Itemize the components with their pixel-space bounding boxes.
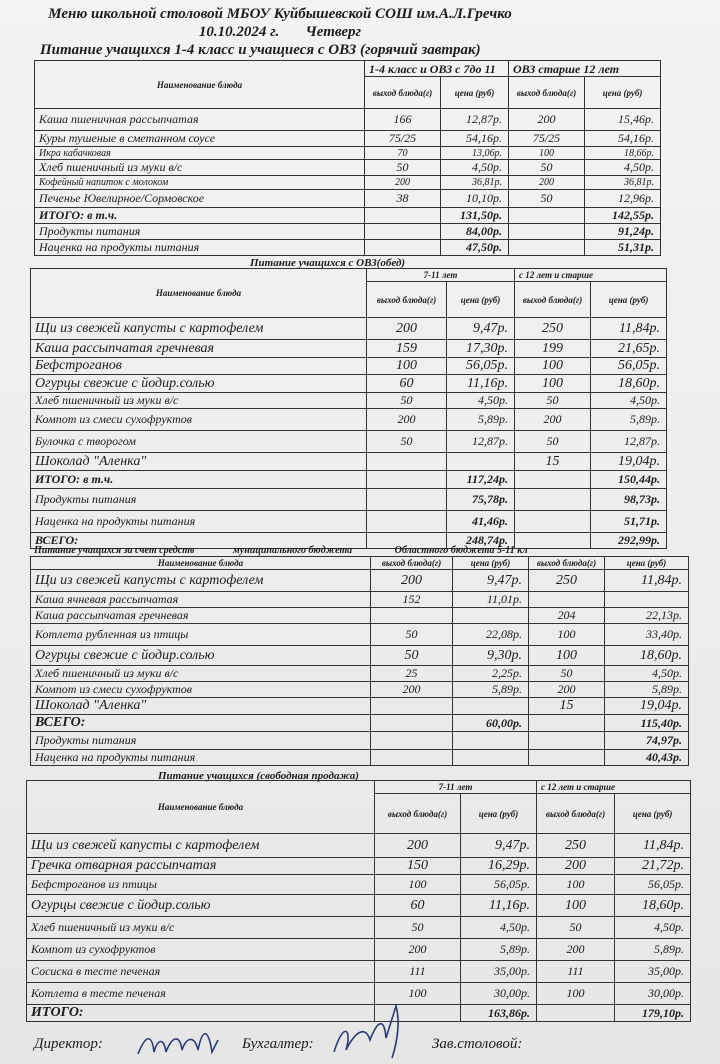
table-row	[31, 409, 667, 431]
dish-name: Котлета рубленная из птицы	[31, 624, 371, 646]
lunch-section-title: Питание учащихся с ОВЗ(обед)	[250, 257, 406, 269]
director-signature	[132, 1020, 224, 1064]
price-value: 33,40р.	[605, 624, 689, 646]
price-value: 18,60р.	[615, 895, 691, 917]
menu-weekday: Четверг	[305, 24, 362, 40]
markup-value: 47,50р.	[441, 240, 509, 256]
col-dish-name: Наименование блюда	[31, 557, 371, 570]
lunch-table	[30, 268, 667, 549]
output-value: 150	[375, 858, 461, 875]
price-value: 4,50р.	[615, 917, 691, 939]
table-row	[35, 131, 661, 147]
price-value: 16,29р.	[461, 858, 537, 875]
table-row	[27, 895, 691, 917]
col-dish-name: Наименование блюда	[27, 781, 375, 834]
output-value: 200	[529, 682, 605, 698]
dish-name: Щи из свежей капусты с картофелем	[31, 570, 371, 592]
price-value: 9,47р.	[453, 570, 529, 592]
output-value: 60	[375, 895, 461, 917]
output-value: 50	[375, 917, 461, 939]
price-value	[453, 608, 529, 624]
dish-name: Компот из смеси сухофруктов	[31, 682, 371, 698]
output-value: 100	[509, 147, 585, 160]
price-value: 15,46р.	[585, 109, 661, 131]
markup-value: 40,43р.	[605, 750, 689, 766]
menu-date: 10.10.2024 г.	[198, 24, 280, 40]
director-label: Директор:	[34, 1036, 103, 1052]
products-label: Продукты питания	[35, 224, 365, 240]
col-output: выход блюда(г)	[365, 77, 441, 109]
price-value: 30,00р.	[615, 983, 691, 1005]
dish-name: Бефстроганов из птицы	[27, 875, 375, 895]
group-header-2: с 12 лет и старше	[537, 781, 691, 794]
markup-value: 41,46р.	[447, 511, 515, 533]
dish-name: Каша рассыпчатая гречневая	[31, 340, 367, 358]
output-value: 38	[365, 190, 441, 208]
col-price: цена (руб)	[615, 794, 691, 834]
products-value: 91,24р.	[585, 224, 661, 240]
budget-section-title	[34, 545, 528, 556]
dish-name: Хлеб пшеничный из муки в/с	[31, 666, 371, 682]
table-row	[31, 698, 689, 715]
output-value: 100	[375, 875, 461, 895]
table-row	[31, 340, 667, 358]
grand-total-value: 115,40р.	[605, 715, 689, 732]
price-value: 13,06р.	[441, 147, 509, 160]
output-value: 200	[367, 409, 447, 431]
output-value: 200	[375, 939, 461, 961]
price-value: 54,16р.	[585, 131, 661, 147]
price-value: 5,89р.	[447, 409, 515, 431]
price-value: 56,05р.	[461, 875, 537, 895]
dish-name: Икра кабачковая	[35, 147, 365, 160]
output-value: 204	[529, 608, 605, 624]
dish-name: Хлеб пшеничный из муки в/с	[35, 160, 365, 176]
price-value: 22,08р.	[453, 624, 529, 646]
price-value: 18,66р.	[585, 147, 661, 160]
accountant-label: Бухгалтер:	[242, 1036, 314, 1052]
group-header-2: с 12 лет и старше	[515, 269, 667, 282]
price-value: 5,89р.	[591, 409, 667, 431]
output-value	[367, 453, 447, 471]
output-value: 50	[509, 160, 585, 176]
dish-name: Шоколад "Аленка"	[31, 698, 371, 715]
total-value: 150,44р.	[591, 471, 667, 489]
total-value: 179,10р.	[615, 1005, 691, 1022]
products-label: Продукты питания	[31, 489, 367, 511]
breakfast-section-title: Питание учащихся 1-4 класс и учащиеся с ОВЗ (горячий завтрак)	[40, 42, 481, 58]
price-value	[447, 453, 515, 471]
output-value: 100	[537, 983, 615, 1005]
price-value: 4,50р.	[605, 666, 689, 682]
price-value: 4,50р.	[585, 160, 661, 176]
price-value: 12,87р.	[441, 109, 509, 131]
output-value: 200	[365, 176, 441, 190]
output-value: 199	[515, 340, 591, 358]
col-output: выход блюда(г)	[509, 77, 585, 109]
output-value	[371, 698, 453, 715]
output-value: 100	[537, 895, 615, 917]
table-row	[35, 176, 661, 190]
output-value: 200	[375, 834, 461, 858]
output-value: 250	[537, 834, 615, 858]
table-row	[27, 875, 691, 895]
table-row	[31, 682, 689, 698]
group-header-1: 1-4 класс и ОВЗ с 7до 11	[365, 61, 509, 77]
price-value: 11,16р.	[461, 895, 537, 917]
output-value: 50	[515, 431, 591, 453]
col-dish-name: Наименование блюда	[31, 269, 367, 318]
grand-total-label: ВСЕГО:	[31, 715, 371, 732]
total-value: 142,55р.	[585, 208, 661, 224]
output-value: 200	[537, 858, 615, 875]
price-value: 54,16р.	[441, 131, 509, 147]
dish-name: Щи из свежей капусты с картофелем	[27, 834, 375, 858]
output-value: 60	[367, 375, 447, 393]
price-value: 18,60р.	[591, 375, 667, 393]
table-row	[35, 190, 661, 208]
group-header-1: 7-11 лет	[367, 269, 515, 282]
output-value: 75/25	[509, 131, 585, 147]
output-value: 50	[537, 917, 615, 939]
table-row	[31, 318, 667, 340]
output-value: 50	[367, 431, 447, 453]
output-value: 50	[367, 393, 447, 409]
price-value: 12,96р.	[585, 190, 661, 208]
table-row	[31, 453, 667, 471]
group-header-1: 7-11 лет	[375, 781, 537, 794]
price-value: 36,81р.	[441, 176, 509, 190]
dish-name: Щи из свежей капусты с картофелем	[31, 318, 367, 340]
dish-name: Компот из смеси сухофруктов	[31, 409, 367, 431]
price-value: 5,89р.	[453, 682, 529, 698]
price-value: 22,13р.	[605, 608, 689, 624]
table-row	[27, 834, 691, 858]
output-value: 159	[367, 340, 447, 358]
dish-name: Бефстроганов	[31, 358, 367, 375]
dish-name: Компот из сухофруктов	[27, 939, 375, 961]
price-value: 5,89р.	[605, 682, 689, 698]
price-value: 11,01р.	[453, 592, 529, 608]
products-label: Продукты питания	[31, 732, 371, 750]
dish-name: Куры тушеные в сметанном соусе	[35, 131, 365, 147]
table-row	[31, 592, 689, 608]
output-value: 200	[509, 109, 585, 131]
price-value: 9,30р.	[453, 646, 529, 666]
table-row	[27, 917, 691, 939]
output-value: 100	[537, 875, 615, 895]
price-value: 4,50р.	[461, 917, 537, 939]
price-value: 12,87р.	[591, 431, 667, 453]
price-value: 9,47р.	[447, 318, 515, 340]
total-value: 117,24р.	[447, 471, 515, 489]
markup-label: Наценка на продукты питания	[31, 750, 371, 766]
budget-title-b: муниципального бюджета	[232, 545, 353, 556]
breakfast-table	[34, 60, 661, 256]
dish-name: Сосиска в тесте печеная	[27, 961, 375, 983]
price-value: 11,16р.	[447, 375, 515, 393]
products-value: 74,97р.	[605, 732, 689, 750]
col-price: цена (руб)	[441, 77, 509, 109]
free-sale-section-title: Питание учащихся (свободная продажа)	[158, 770, 359, 782]
col-output: выход блюда(г)	[515, 282, 591, 318]
output-value: 100	[515, 358, 591, 375]
output-value: 50	[365, 160, 441, 176]
price-value: 4,50р.	[447, 393, 515, 409]
price-value: 5,89р.	[461, 939, 537, 961]
price-value: 21,72р.	[615, 858, 691, 875]
price-value	[453, 698, 529, 715]
free-sale-table	[26, 780, 691, 1022]
output-value: 50	[371, 624, 453, 646]
grand-total-value: 60,00р.	[453, 715, 529, 732]
output-value: 111	[537, 961, 615, 983]
canteen-head-label: Зав.столовой:	[432, 1036, 523, 1052]
budget-title-c: Областного бюджета 5-11 кл	[394, 545, 528, 556]
grand-total-value: 248,74р.	[447, 533, 515, 549]
price-value: 17,30р.	[447, 340, 515, 358]
markup-label: Наценка на продукты питания	[31, 511, 367, 533]
output-value: 100	[529, 624, 605, 646]
price-value: 18,60р.	[605, 646, 689, 666]
price-value: 35,00р.	[461, 961, 537, 983]
accountant-signature	[326, 1000, 408, 1064]
table-row	[31, 375, 667, 393]
col-price: цена (руб)	[585, 77, 661, 109]
output-value: 50	[529, 666, 605, 682]
price-value: 36,81р.	[585, 176, 661, 190]
output-value	[529, 592, 605, 608]
price-value: 19,04р.	[605, 698, 689, 715]
price-value: 56,05р.	[591, 358, 667, 375]
grand-total-label: ВСЕГО:	[31, 533, 367, 549]
price-value: 12,87р.	[447, 431, 515, 453]
output-value: 15	[529, 698, 605, 715]
dish-name: Гречка отварная рассыпчатая	[27, 858, 375, 875]
total-label: ИТОГО: в т.ч.	[31, 471, 367, 489]
dish-name: Шоколад "Аленка"	[31, 453, 367, 471]
table-row	[31, 646, 689, 666]
table-row	[27, 961, 691, 983]
dish-name: Каша пшеничная рассыпчатая	[35, 109, 365, 131]
budget-title-a: Питание учащихся за счет средств	[34, 545, 195, 556]
col-output: выход блюда(г)	[537, 794, 615, 834]
output-value	[371, 608, 453, 624]
price-value: 2,25р.	[453, 666, 529, 682]
table-row	[27, 858, 691, 875]
dish-name: Котлета в тесте печеная	[27, 983, 375, 1005]
price-value: 35,00р.	[615, 961, 691, 983]
price-value: 10,10р.	[441, 190, 509, 208]
products-value: 75,78р.	[447, 489, 515, 511]
price-value: 9,47р.	[461, 834, 537, 858]
price-value: 56,05р.	[615, 875, 691, 895]
output-value: 75/25	[365, 131, 441, 147]
price-value: 11,84р.	[615, 834, 691, 858]
group-header-2: ОВЗ старше 12 лет	[509, 61, 661, 77]
col-price: цена (руб)	[461, 794, 537, 834]
dish-name: Хлеб пшеничный из муки в/с	[31, 393, 367, 409]
col-price: цена (руб)	[453, 557, 529, 570]
price-value: 56,05р.	[447, 358, 515, 375]
output-value: 50	[515, 393, 591, 409]
price-value: 4,50р.	[441, 160, 509, 176]
price-value: 21,65р.	[591, 340, 667, 358]
total-value: 131,50р.	[441, 208, 509, 224]
output-value: 111	[375, 961, 461, 983]
school-title: Меню школьной столовой МБОУ Куйбышевской СОШ им.А.Л.Гречко	[48, 6, 512, 22]
table-row	[35, 109, 661, 131]
table-row	[31, 393, 667, 409]
price-value: 11,84р.	[591, 318, 667, 340]
dish-name: Печенье Ювелирное/Сормовское	[35, 190, 365, 208]
output-value: 15	[515, 453, 591, 471]
output-value: 100	[367, 358, 447, 375]
table-row	[31, 624, 689, 646]
price-value: 11,84р.	[605, 570, 689, 592]
output-value: 250	[529, 570, 605, 592]
table-row	[31, 358, 667, 375]
output-value: 70	[365, 147, 441, 160]
price-value: 30,00р.	[461, 983, 537, 1005]
price-value: 5,89р.	[615, 939, 691, 961]
output-value: 200	[537, 939, 615, 961]
table-row	[31, 608, 689, 624]
table-row	[31, 666, 689, 682]
col-price: цена (руб)	[591, 282, 667, 318]
dish-name: Хлеб пшеничный из муки в/с	[27, 917, 375, 939]
col-price: цена (руб)	[605, 557, 689, 570]
output-value: 152	[371, 592, 453, 608]
col-output: выход блюда(г)	[375, 794, 461, 834]
total-label: ИТОГО: в т.ч.	[35, 208, 365, 224]
col-dish-name: Наименование блюда	[35, 61, 365, 109]
grand-total-value: 292,99р.	[591, 533, 667, 549]
col-output: выход блюда(г)	[529, 557, 605, 570]
table-row	[35, 160, 661, 176]
markup-label: Наценка на продукты питания	[35, 240, 365, 256]
table-row	[27, 939, 691, 961]
table-row	[31, 431, 667, 453]
dish-name: Огурцы свежие с йодир.солью	[31, 375, 367, 393]
dish-name: Каша рассыпчатая гречневая	[31, 608, 371, 624]
budget-table	[30, 556, 689, 766]
output-value: 100	[529, 646, 605, 666]
output-value: 25	[371, 666, 453, 682]
products-value: 98,73р.	[591, 489, 667, 511]
price-value	[605, 592, 689, 608]
dish-name: Булочка с творогом	[31, 431, 367, 453]
table-row	[31, 570, 689, 592]
dish-name: Огурцы свежие с йодир.солью	[27, 895, 375, 917]
output-value: 50	[371, 646, 453, 666]
total-label: ИТОГО:	[27, 1005, 375, 1022]
output-value: 200	[371, 570, 453, 592]
dish-name: Каша ячневая рассыпчатая	[31, 592, 371, 608]
output-value: 100	[375, 983, 461, 1005]
output-value: 200	[371, 682, 453, 698]
col-price: цена (руб)	[447, 282, 515, 318]
total-value: 163,86р.	[461, 1005, 537, 1022]
output-value: 166	[365, 109, 441, 131]
markup-value: 51,71р.	[591, 511, 667, 533]
output-value: 50	[509, 190, 585, 208]
date-line	[0, 24, 560, 41]
products-value: 84,00р.	[441, 224, 509, 240]
col-output: выход блюда(г)	[367, 282, 447, 318]
output-value: 250	[515, 318, 591, 340]
price-value: 4,50р.	[591, 393, 667, 409]
col-output: выход блюда(г)	[371, 557, 453, 570]
output-value: 200	[367, 318, 447, 340]
price-value: 19,04р.	[591, 453, 667, 471]
output-value: 200	[509, 176, 585, 190]
table-row	[35, 147, 661, 160]
output-value: 200	[515, 409, 591, 431]
output-value: 100	[515, 375, 591, 393]
dish-name: Огурцы свежие с йодир.солью	[31, 646, 371, 666]
markup-value: 51,31р.	[585, 240, 661, 256]
dish-name: Кофейный напиток с молоком	[35, 176, 365, 190]
